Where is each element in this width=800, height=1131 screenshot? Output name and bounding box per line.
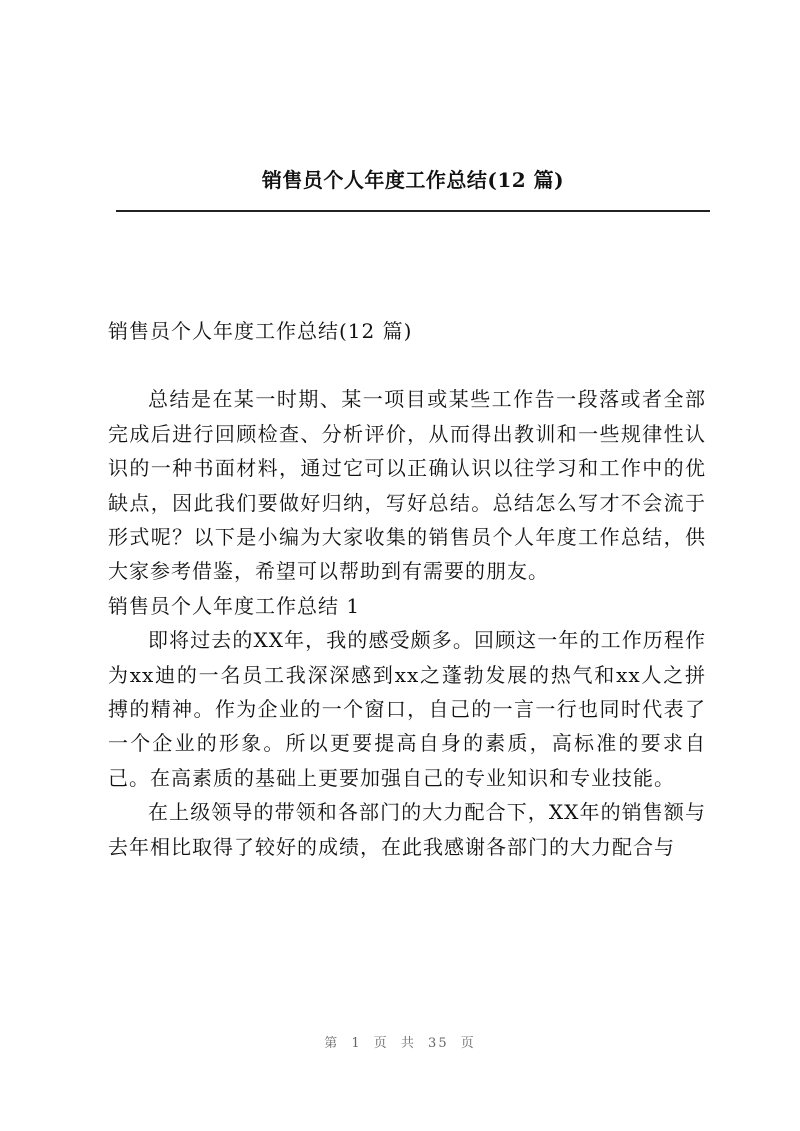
document-body [108, 314, 706, 864]
document-title: 销售员个人年度工作总结(12 篇) [108, 319, 413, 343]
body-paragraph: 在上级领导的带领和各部门的大力配合下，XX年的销售额与去年相比取得了较好的成绩，在此我感谢各部门的大力配合与 [108, 800, 706, 859]
header-title: 销售员个人年度工作总结(12 篇) [261, 168, 565, 192]
section-heading: 销售员个人年度工作总结 1 [108, 593, 361, 618]
page-number-footer: 第 1 页 共 35 页 [324, 1036, 476, 1051]
intro-paragraph: 总结是在某一时期、某一项目或某些工作告一段落或者全部完成后进行回顾检查、分析评价，从而得出教训和一些规律性认识的一种书面材料，通过它可以正确认识以往学习和工作中的优缺点，因此我们要做好归纳，写好总结。总结怎么写才不会流于形式呢？以下是小编为大家收集的销售员个人年度工作总结，供大家参考借鉴，希望可以帮助到有需要的朋友。 [108, 387, 706, 584]
body-paragraph: 即将过去的XX年，我的感受颇多。回顾这一年的工作历程作为xx迪的一名员工我深深感到xx之蓬勃发展的热气和xx人之拼搏的精神。作为企业的一个窗口，自己的一言一行也同时代表了一个企业的形象。所以更要提高自身的素质，高标准的要求自己。在高素质的基础上更要加强自己的专业知识和专业技能。 [108, 628, 706, 790]
page-header [116, 150, 710, 212]
header-divider [116, 210, 710, 212]
